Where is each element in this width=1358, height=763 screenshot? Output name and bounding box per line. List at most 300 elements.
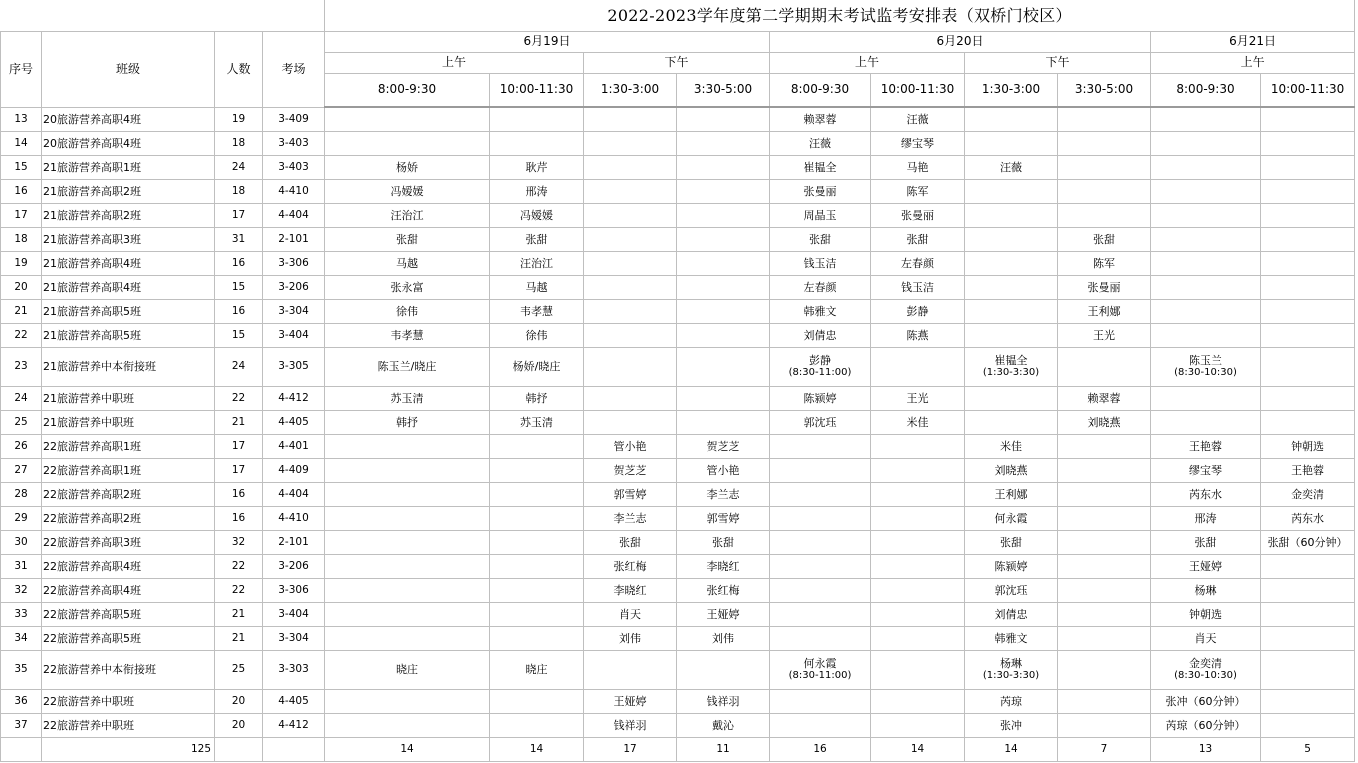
invigilator-cell: 陈军 xyxy=(871,179,965,203)
row-room: 4-404 xyxy=(263,482,325,506)
header-half-0620-am: 上午 xyxy=(770,52,965,73)
invigilator-cell xyxy=(871,626,965,650)
invigilator-cell: 李晓红 xyxy=(677,554,770,578)
invigilator-cell xyxy=(677,410,770,434)
header-slot: 10:00-11:30 xyxy=(490,73,584,107)
table-row xyxy=(1,347,1355,386)
invigilator-cell xyxy=(1058,650,1151,689)
row-room: 3-404 xyxy=(263,602,325,626)
row-seq: 18 xyxy=(1,227,42,251)
invigilator-cell xyxy=(490,689,584,713)
invigilator-cell: 刘倩忠 xyxy=(965,602,1058,626)
row-count: 18 xyxy=(215,179,263,203)
invigilator-cell xyxy=(1151,107,1261,131)
slot-total: 17 xyxy=(584,737,677,761)
header-slot: 8:00-9:30 xyxy=(770,73,871,107)
header-half-0621-am: 上午 xyxy=(1151,52,1355,73)
row-class: 22旅游营养高职4班 xyxy=(42,578,215,602)
invigilator-cell xyxy=(1058,506,1151,530)
invigilator-cell: 汪治江 xyxy=(490,251,584,275)
invigilator-cell: 汪薇 xyxy=(965,155,1058,179)
invigilator-cell xyxy=(871,434,965,458)
row-class: 21旅游营养高职3班 xyxy=(42,227,215,251)
invigilator-cell: 王娅婷 xyxy=(1151,554,1261,578)
row-count: 17 xyxy=(215,203,263,227)
row-room: 3-403 xyxy=(263,155,325,179)
exam-time-note: (8:30-10:30) xyxy=(1174,367,1237,378)
invigilator-cell: 管小艳 xyxy=(677,458,770,482)
invigilator-cell xyxy=(1261,203,1355,227)
row-count: 32 xyxy=(215,530,263,554)
row-room: 3-403 xyxy=(263,131,325,155)
invigilator-cell xyxy=(770,626,871,650)
invigilator-cell xyxy=(1261,602,1355,626)
invigilator-cell xyxy=(965,410,1058,434)
invigilator-cell xyxy=(1058,602,1151,626)
header-slot: 3:30-5:00 xyxy=(677,73,770,107)
invigilator-cell: 王艳蓉 xyxy=(1151,434,1261,458)
row-count: 20 xyxy=(215,689,263,713)
row-class: 22旅游营养高职5班 xyxy=(42,602,215,626)
invigilator-cell xyxy=(1058,626,1151,650)
invigilator-cell: 王艳蓉 xyxy=(1261,458,1355,482)
row-count: 16 xyxy=(215,506,263,530)
row-room: 4-410 xyxy=(263,179,325,203)
header-slot: 10:00-11:30 xyxy=(1261,73,1355,107)
row-class: 22旅游营养高职1班 xyxy=(42,458,215,482)
row-class: 20旅游营养高职4班 xyxy=(42,131,215,155)
header-class: 班级 xyxy=(42,31,215,107)
invigilator-cell xyxy=(965,107,1058,131)
invigilator-cell xyxy=(1151,347,1261,386)
invigilator-cell xyxy=(965,386,1058,410)
invigilator-name: 杨琳 xyxy=(1000,657,1022,670)
invigilator-cell xyxy=(490,131,584,155)
invigilator-cell: 刘晓燕 xyxy=(1058,410,1151,434)
row-class: 21旅游营养高职5班 xyxy=(42,323,215,347)
table-row xyxy=(1,275,1355,299)
invigilator-cell xyxy=(770,458,871,482)
table-row xyxy=(1,626,1355,650)
invigilator-cell xyxy=(965,275,1058,299)
invigilator-cell xyxy=(1058,554,1151,578)
invigilator-cell xyxy=(584,107,677,131)
invigilator-cell xyxy=(325,689,490,713)
table-row xyxy=(1,179,1355,203)
invigilator-cell: 马越 xyxy=(325,251,490,275)
invigilator-cell xyxy=(325,107,490,131)
table-row xyxy=(1,386,1355,410)
invigilator-cell xyxy=(1151,299,1261,323)
slot-total: 14 xyxy=(490,737,584,761)
invigilator-cell xyxy=(584,155,677,179)
invigilator-cell xyxy=(1058,107,1151,131)
invigilator-cell: 刘伟 xyxy=(584,626,677,650)
row-class: 22旅游营养高职5班 xyxy=(42,626,215,650)
invigilator-cell xyxy=(1261,650,1355,689)
slot-total: 13 xyxy=(1151,737,1261,761)
row-room: 3-206 xyxy=(263,554,325,578)
table-row xyxy=(1,713,1355,737)
invigilator-cell xyxy=(1261,626,1355,650)
row-seq: 31 xyxy=(1,554,42,578)
row-room: 4-401 xyxy=(263,434,325,458)
exam-time-note: (8:30-11:00) xyxy=(788,670,852,681)
invigilator-cell xyxy=(1058,482,1151,506)
row-seq: 14 xyxy=(1,131,42,155)
invigilator-cell xyxy=(325,578,490,602)
invigilator-cell xyxy=(677,650,770,689)
invigilator-cell: 马艳 xyxy=(871,155,965,179)
invigilator-cell: 郭沈珏 xyxy=(965,578,1058,602)
invigilator-cell xyxy=(584,299,677,323)
invigilator-cell xyxy=(490,482,584,506)
invigilator-cell xyxy=(490,530,584,554)
invigilator-cell xyxy=(325,458,490,482)
row-seq: 25 xyxy=(1,410,42,434)
invigilator-cell: 贺芝芝 xyxy=(677,434,770,458)
invigilator-cell: 汪治江 xyxy=(325,203,490,227)
page-title: 2022-2023学年度第二学期期末考试监考安排表（双桥门校区） xyxy=(325,0,1355,31)
invigilator-cell xyxy=(770,578,871,602)
invigilator-cell xyxy=(490,434,584,458)
row-class: 21旅游营养高职1班 xyxy=(42,155,215,179)
row-seq: 35 xyxy=(1,650,42,689)
invigilator-cell xyxy=(1058,530,1151,554)
totals-row xyxy=(1,737,1355,761)
invigilator-cell xyxy=(1261,299,1355,323)
slot-total: 5 xyxy=(1261,737,1355,761)
row-count: 22 xyxy=(215,578,263,602)
table-row xyxy=(1,458,1355,482)
header-slot: 1:30-3:00 xyxy=(584,73,677,107)
header-half-0619-am: 上午 xyxy=(325,52,584,73)
invigilator-cell: 杨琳 xyxy=(1151,578,1261,602)
invigilator-cell: 张冲（60分钟） xyxy=(1151,689,1261,713)
invigilator-cell: 汪薇 xyxy=(871,107,965,131)
invigilator-cell: 米佳 xyxy=(871,410,965,434)
invigilator-cell xyxy=(677,347,770,386)
invigilator-cell: 肖天 xyxy=(1151,626,1261,650)
invigilator-cell xyxy=(490,107,584,131)
invigilator-cell xyxy=(965,347,1058,386)
invigilator-cell: 李兰志 xyxy=(677,482,770,506)
row-seq: 32 xyxy=(1,578,42,602)
row-room: 2-101 xyxy=(263,530,325,554)
invigilator-cell: 左春颜 xyxy=(871,251,965,275)
invigilator-cell xyxy=(677,323,770,347)
invigilator-cell xyxy=(965,650,1058,689)
row-room: 4-404 xyxy=(263,203,325,227)
invigilator-cell xyxy=(965,299,1058,323)
invigilator-cell xyxy=(871,602,965,626)
invigilator-cell xyxy=(490,602,584,626)
invigilator-cell: 韦孝慧 xyxy=(325,323,490,347)
totals-blank-cell xyxy=(1,737,42,761)
invigilator-cell: 赖翠蓉 xyxy=(770,107,871,131)
invigilator-cell: 陈玉兰/晓庄 xyxy=(325,347,490,386)
slot-total: 14 xyxy=(965,737,1058,761)
invigilator-cell: 张甜 xyxy=(584,530,677,554)
invigilator-cell: 苏玉清 xyxy=(490,410,584,434)
invigilator-cell xyxy=(1151,203,1261,227)
row-count: 21 xyxy=(215,626,263,650)
invigilator-cell: 周晶玉 xyxy=(770,203,871,227)
invigilator-cell: 芮琼 xyxy=(965,689,1058,713)
table-row xyxy=(1,482,1355,506)
row-class: 21旅游营养中职班 xyxy=(42,410,215,434)
invigilator-cell: 耿芹 xyxy=(490,155,584,179)
table-row xyxy=(1,530,1355,554)
invigilator-cell xyxy=(677,155,770,179)
invigilator-cell: 米佳 xyxy=(965,434,1058,458)
invigilator-cell xyxy=(325,530,490,554)
invigilator-cell: 张冲 xyxy=(965,713,1058,737)
invigilator-cell xyxy=(584,179,677,203)
invigilator-cell xyxy=(770,689,871,713)
row-room: 2-101 xyxy=(263,227,325,251)
invigilator-cell: 邢涛 xyxy=(1151,506,1261,530)
table-row xyxy=(1,107,1355,131)
title-row xyxy=(1,0,1355,31)
invigilator-cell xyxy=(677,107,770,131)
header-slot: 10:00-11:30 xyxy=(871,73,965,107)
table-row xyxy=(1,602,1355,626)
row-count: 20 xyxy=(215,713,263,737)
invigilator-cell xyxy=(1261,554,1355,578)
invigilator-cell: 王娅婷 xyxy=(584,689,677,713)
row-room: 4-409 xyxy=(263,458,325,482)
invigilator-cell: 芮东水 xyxy=(1261,506,1355,530)
invigilator-cell xyxy=(1151,227,1261,251)
invigilator-cell xyxy=(677,299,770,323)
invigilator-cell xyxy=(1261,386,1355,410)
invigilator-cell: 郭沈珏 xyxy=(770,410,871,434)
invigilator-cell xyxy=(325,626,490,650)
invigilator-cell xyxy=(871,713,965,737)
row-seq: 36 xyxy=(1,689,42,713)
invigilator-cell xyxy=(325,131,490,155)
row-count: 22 xyxy=(215,554,263,578)
invigilator-cell xyxy=(325,506,490,530)
invigilator-cell: 陈颍婷 xyxy=(965,554,1058,578)
invigilator-name: 金奕清 xyxy=(1189,657,1222,670)
invigilator-name: 彭静 xyxy=(809,354,831,367)
invigilator-cell xyxy=(770,713,871,737)
table-row xyxy=(1,131,1355,155)
invigilator-cell xyxy=(770,434,871,458)
table-row xyxy=(1,203,1355,227)
invigilator-cell xyxy=(677,179,770,203)
row-room: 3-306 xyxy=(263,251,325,275)
slot-total: 14 xyxy=(871,737,965,761)
header-half-0619-pm: 下午 xyxy=(584,52,770,73)
invigilator-cell xyxy=(1058,179,1151,203)
row-class: 21旅游营养中本衔接班 xyxy=(42,347,215,386)
row-count: 21 xyxy=(215,602,263,626)
invigilator-name: 陈玉兰 xyxy=(1189,354,1222,367)
row-class: 21旅游营养高职4班 xyxy=(42,251,215,275)
invigilator-cell xyxy=(965,323,1058,347)
invigilator-cell xyxy=(490,506,584,530)
row-seq: 20 xyxy=(1,275,42,299)
invigilator-cell xyxy=(965,251,1058,275)
invigilator-cell xyxy=(770,650,871,689)
invigilator-cell xyxy=(584,410,677,434)
row-seq: 30 xyxy=(1,530,42,554)
invigilator-cell xyxy=(1261,347,1355,386)
row-room: 3-306 xyxy=(263,578,325,602)
header-seq: 序号 xyxy=(1,31,42,107)
row-class: 22旅游营养中职班 xyxy=(42,713,215,737)
row-class: 20旅游营养高职4班 xyxy=(42,107,215,131)
invigilator-cell xyxy=(325,554,490,578)
invigilator-cell: 左春颜 xyxy=(770,275,871,299)
invigilator-cell: 缪宝琴 xyxy=(1151,458,1261,482)
slot-total: 14 xyxy=(325,737,490,761)
total-students: 125 xyxy=(42,737,215,761)
invigilator-cell: 钱祥羽 xyxy=(584,713,677,737)
invigilator-cell: 陈燕 xyxy=(871,323,965,347)
table-row xyxy=(1,434,1355,458)
invigilator-cell xyxy=(490,578,584,602)
invigilator-cell xyxy=(1151,131,1261,155)
row-room: 4-410 xyxy=(263,506,325,530)
invigilator-cell: 韩抒 xyxy=(490,386,584,410)
invigilator-cell: 金奕清 xyxy=(1261,482,1355,506)
invigilator-cell xyxy=(677,251,770,275)
invigilator-cell: 王利娜 xyxy=(965,482,1058,506)
row-count: 25 xyxy=(215,650,263,689)
exam-time-note: (8:30-10:30) xyxy=(1174,670,1237,681)
row-room: 3-206 xyxy=(263,275,325,299)
invigilator-cell xyxy=(1151,251,1261,275)
invigilator-cell: 张甜（60分钟） xyxy=(1261,530,1355,554)
slot-total: 16 xyxy=(770,737,871,761)
invigilator-cell: 张甜 xyxy=(490,227,584,251)
invigilator-cell: 崔韫全 xyxy=(770,155,871,179)
invigilator-cell xyxy=(325,482,490,506)
row-seq: 29 xyxy=(1,506,42,530)
invigilator-cell: 晓庄 xyxy=(325,650,490,689)
invigilator-cell xyxy=(677,386,770,410)
row-room: 3-305 xyxy=(263,347,325,386)
invigilator-cell: 杨娇 xyxy=(325,155,490,179)
header-slot: 1:30-3:00 xyxy=(965,73,1058,107)
invigilator-cell xyxy=(1261,689,1355,713)
invigilator-cell xyxy=(677,275,770,299)
row-seq: 33 xyxy=(1,602,42,626)
table-row xyxy=(1,251,1355,275)
invigilator-cell: 缪宝琴 xyxy=(871,131,965,155)
invigilator-cell: 徐伟 xyxy=(490,323,584,347)
invigilator-cell: 张曼丽 xyxy=(1058,275,1151,299)
invigilator-cell xyxy=(1151,386,1261,410)
table-row xyxy=(1,410,1355,434)
row-count: 24 xyxy=(215,155,263,179)
invigilator-cell xyxy=(1151,410,1261,434)
invigilator-cell: 芮东水 xyxy=(1151,482,1261,506)
row-count: 16 xyxy=(215,251,263,275)
invigilator-cell xyxy=(490,626,584,650)
invigilator-cell: 刘晓燕 xyxy=(965,458,1058,482)
invigilator-cell xyxy=(1058,689,1151,713)
table-row xyxy=(1,155,1355,179)
table-row xyxy=(1,650,1355,689)
row-class: 22旅游营养中职班 xyxy=(42,689,215,713)
row-room: 3-304 xyxy=(263,299,325,323)
header-room: 考场 xyxy=(263,31,325,107)
invigilator-cell xyxy=(1261,578,1355,602)
row-class: 21旅游营养高职2班 xyxy=(42,203,215,227)
exam-time-note: (1:30-3:30) xyxy=(982,670,1040,681)
invigilator-cell xyxy=(1261,179,1355,203)
invigilator-cell: 张甜 xyxy=(677,530,770,554)
row-class: 22旅游营养中本衔接班 xyxy=(42,650,215,689)
invigilator-cell: 王光 xyxy=(871,386,965,410)
invigilator-cell xyxy=(1261,131,1355,155)
row-seq: 34 xyxy=(1,626,42,650)
invigilator-cell xyxy=(871,482,965,506)
invigilator-cell xyxy=(677,131,770,155)
row-seq: 17 xyxy=(1,203,42,227)
invigilator-cell: 韩雅文 xyxy=(965,626,1058,650)
invigilator-cell: 王光 xyxy=(1058,323,1151,347)
row-room: 3-404 xyxy=(263,323,325,347)
table-row xyxy=(1,323,1355,347)
invigilator-cell xyxy=(325,434,490,458)
header-date-0619: 6月19日 xyxy=(325,31,770,52)
row-room: 4-412 xyxy=(263,386,325,410)
date-header-row xyxy=(1,31,1355,52)
row-room: 4-405 xyxy=(263,410,325,434)
header-slot: 8:00-9:30 xyxy=(325,73,490,107)
invigilator-cell xyxy=(1261,227,1355,251)
invigilator-cell: 杨娇/晓庄 xyxy=(490,347,584,386)
invigilator-cell: 冯嫒媛 xyxy=(490,203,584,227)
invigilator-cell xyxy=(770,554,871,578)
header-date-0621: 6月21日 xyxy=(1151,31,1355,52)
row-count: 19 xyxy=(215,107,263,131)
table-row xyxy=(1,554,1355,578)
invigilator-cell: 韦孝慧 xyxy=(490,299,584,323)
row-count: 15 xyxy=(215,275,263,299)
invigilator-cell: 肖天 xyxy=(584,602,677,626)
invigilator-cell: 芮琼（60分钟） xyxy=(1151,713,1261,737)
invigilator-cell: 王娅婷 xyxy=(677,602,770,626)
invigilator-cell xyxy=(965,179,1058,203)
invigilator-cell xyxy=(490,554,584,578)
invigilator-cell xyxy=(490,713,584,737)
invigilator-cell: 张甜 xyxy=(770,227,871,251)
invigilator-cell xyxy=(871,347,965,386)
invigilator-cell: 张红梅 xyxy=(677,578,770,602)
header-half-0620-pm: 下午 xyxy=(965,52,1151,73)
invigilator-cell: 郭雪婷 xyxy=(584,482,677,506)
invigilator-cell: 张甜 xyxy=(1058,227,1151,251)
invigilator-cell xyxy=(490,458,584,482)
invigilator-cell: 刘倩忠 xyxy=(770,323,871,347)
invigilator-cell: 韩雅文 xyxy=(770,299,871,323)
invigilator-cell: 钟朝选 xyxy=(1261,434,1355,458)
table-row xyxy=(1,578,1355,602)
row-seq: 23 xyxy=(1,347,42,386)
invigilator-cell: 何永霞 xyxy=(965,506,1058,530)
invigilator-cell xyxy=(325,602,490,626)
invigilator-cell xyxy=(1058,458,1151,482)
invigilator-cell xyxy=(1058,578,1151,602)
row-count: 16 xyxy=(215,299,263,323)
